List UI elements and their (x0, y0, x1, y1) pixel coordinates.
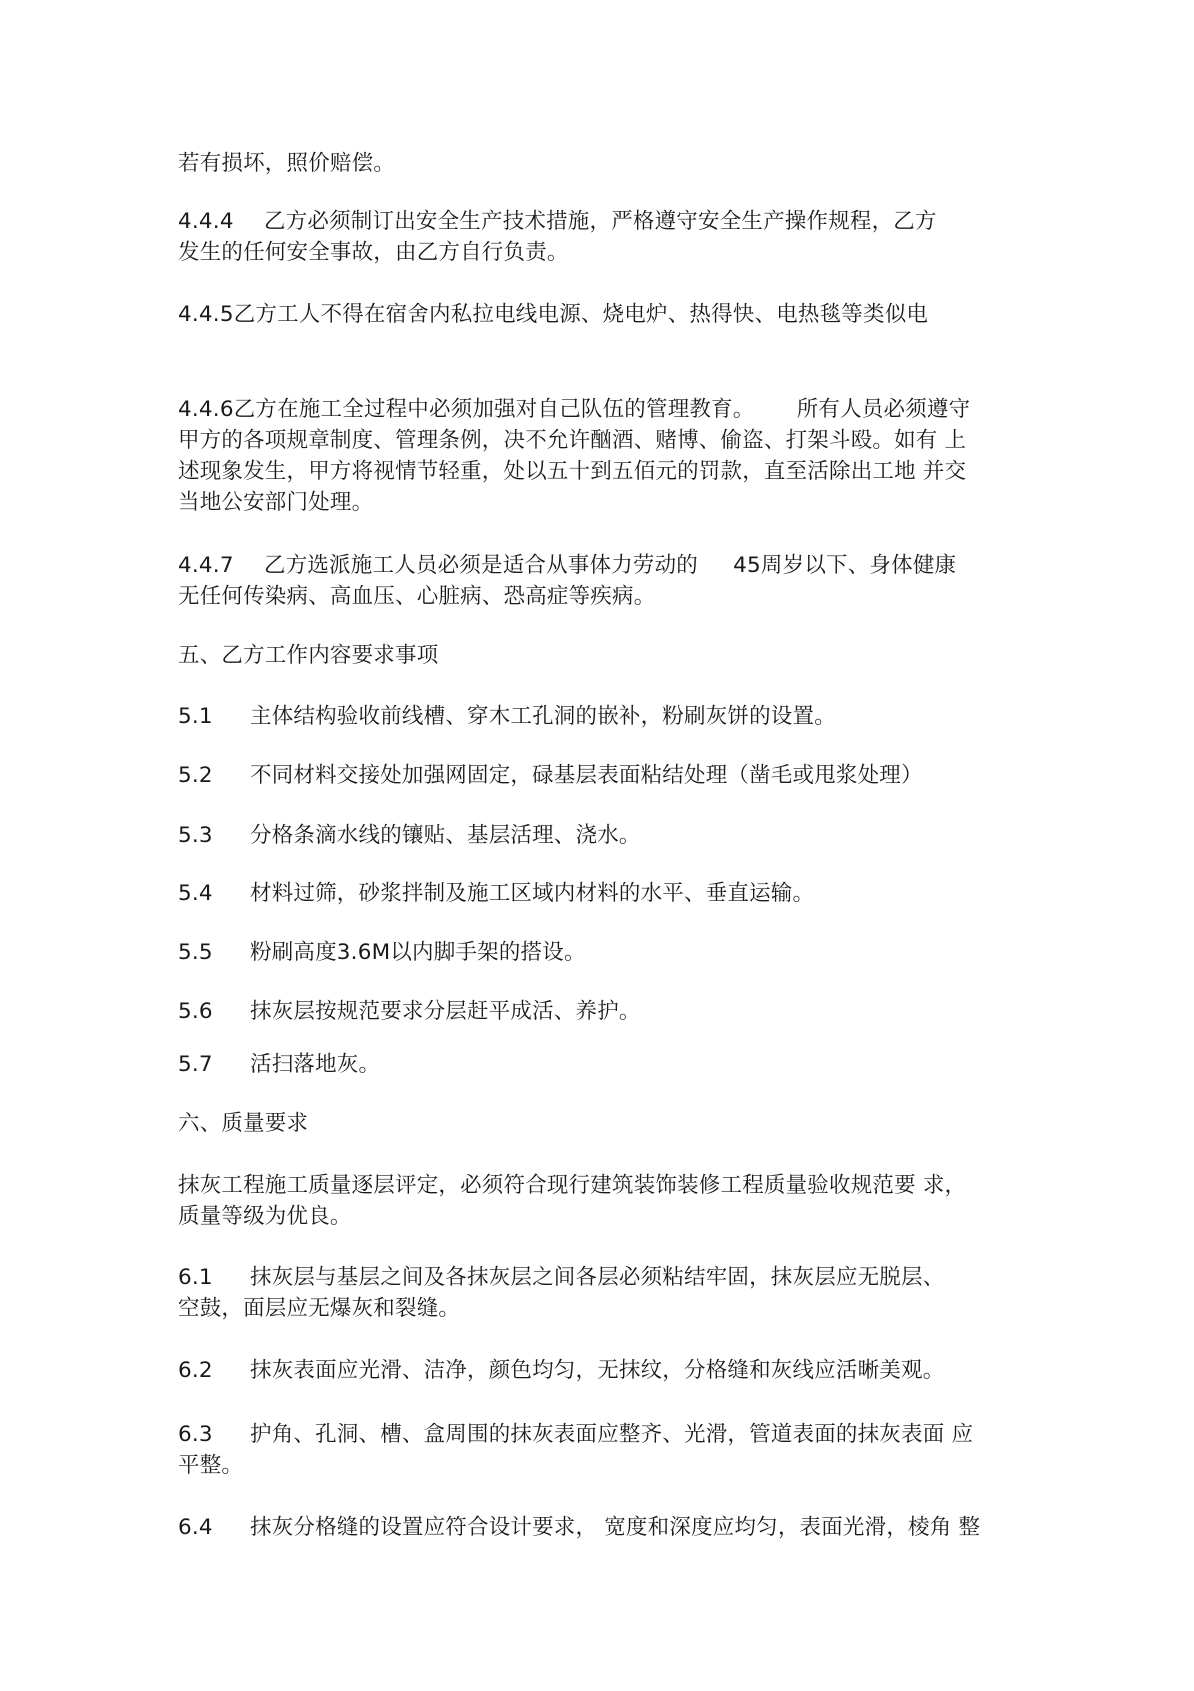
paragraph-line: 质量等级为优良。 (178, 1204, 352, 1229)
paragraph-line: 述现象发生，甲方将视情节轻重，处以五十到五佰元的罚款，直至活除出工地 并交 (178, 459, 967, 484)
clause-4-4-5: 4.4.5乙方工人不得在宿舍内私拉电线电源、烧电炉、热得快、电热毯等类似电 (178, 302, 929, 327)
clause-text: 抹灰层与基层之间及各抹灰层之间各层必须粘结牢固，抹灰层应无脱层、 (250, 1265, 945, 1290)
clause-4-4-4 (178, 206, 937, 238)
clause-number: 5.3 (178, 823, 213, 848)
section-heading-6: 六、质量要求 (178, 1111, 309, 1136)
clause-5-4 (178, 878, 814, 910)
clause-6-2 (178, 1355, 944, 1387)
paragraph-line: 甲方的各项规章制度、管理条例，决不允许酗酒、赌博、偷盗、打架斗殴。如有 上 (178, 428, 967, 453)
clause-number: 5.6 (178, 999, 213, 1024)
clause-6-4 (178, 1512, 980, 1544)
clause-text: 抹灰层按规范要求分层赶平成活、养护。 (250, 999, 641, 1024)
clause-text: 乙方必须制订出安全生产技术措施，严格遵守安全生产操作规程，乙方 (264, 209, 937, 234)
clause-5-1 (178, 701, 836, 733)
paragraph-line: 空鼓，面层应无爆灰和裂缝。 (178, 1296, 461, 1321)
paragraph-line: 若有损坏，照价赔偿。 (178, 151, 396, 176)
clause-number: 5.4 (178, 881, 213, 906)
paragraph-line: 当地公安部门处理。 (178, 490, 374, 515)
clause-number: 5.2 (178, 763, 213, 788)
clause-4-4-7 (178, 550, 956, 582)
clause-number: 6.1 (178, 1265, 213, 1290)
clause-text: 主体结构验收前线槽、穿木工孔洞的嵌补，粉刷灰饼的设置。 (250, 704, 836, 729)
clause-6-1 (178, 1262, 944, 1294)
clause-number: 4.4.7 (178, 553, 234, 578)
clause-number: 5.5 (178, 940, 213, 965)
clause-6-3 (178, 1419, 973, 1451)
clause-number: 6.2 (178, 1358, 213, 1383)
clause-text: 分格条滴水线的镶贴、基层活理、浇水。 (250, 823, 641, 848)
paragraph-line: 无任何传染病、高血压、心脏病、恐高症等疾病。 (178, 584, 656, 609)
clause-number: 4.4.4 (178, 209, 234, 234)
clause-text: 抹灰表面应光滑、洁净，颜色均匀，无抹纹，分格缝和灰线应活晰美观。 (250, 1358, 945, 1383)
clause-text: 粉刷高度3.6M以内脚手架的搭设。 (250, 940, 586, 965)
paragraph-line: 发生的任何安全事故，由乙方自行负责。 (178, 240, 569, 265)
clause-text: 抹灰分格缝的设置应符合设计要求， 宽度和深度应均匀，表面光滑，棱角 整 (250, 1515, 981, 1540)
clause-number: 6.3 (178, 1422, 213, 1447)
clause-4-4-6: 4.4.6乙方在施工全过程中必须加强对自己队伍的管理教育。 所有人员必须遵守 (178, 397, 971, 422)
clause-5-3 (178, 820, 641, 852)
clause-5-5 (178, 937, 586, 969)
clause-text: 材料过筛，砂浆拌制及施工区域内材料的水平、垂直运输。 (250, 881, 815, 906)
section-heading-5: 五、乙方工作内容要求事项 (178, 643, 439, 668)
clause-5-6 (178, 996, 641, 1028)
clause-text: 不同材料交接处加强网固定，碌基层表面粘结处理（凿毛或甩浆处理） (250, 763, 923, 788)
clause-number: 6.4 (178, 1515, 213, 1540)
clause-text: 活扫落地灰。 (250, 1052, 381, 1077)
clause-text: 护角、孔洞、槽、盒周围的抹灰表面应整齐、光滑，管道表面的抹灰表面 应 (250, 1422, 974, 1447)
clause-text: 乙方选派施工人员必须是适合从事体力劳动的 45周岁以下、身体健康 (264, 553, 957, 578)
clause-5-7 (178, 1049, 380, 1081)
clause-number: 5.1 (178, 704, 213, 729)
clause-5-2 (178, 760, 923, 792)
clause-number: 5.7 (178, 1052, 213, 1077)
paragraph-line: 平整。 (178, 1453, 244, 1478)
paragraph-line: 抹灰工程施工质量逐层评定，必须符合现行建筑装饰装修工程质量验收规范要 求， (178, 1173, 967, 1198)
